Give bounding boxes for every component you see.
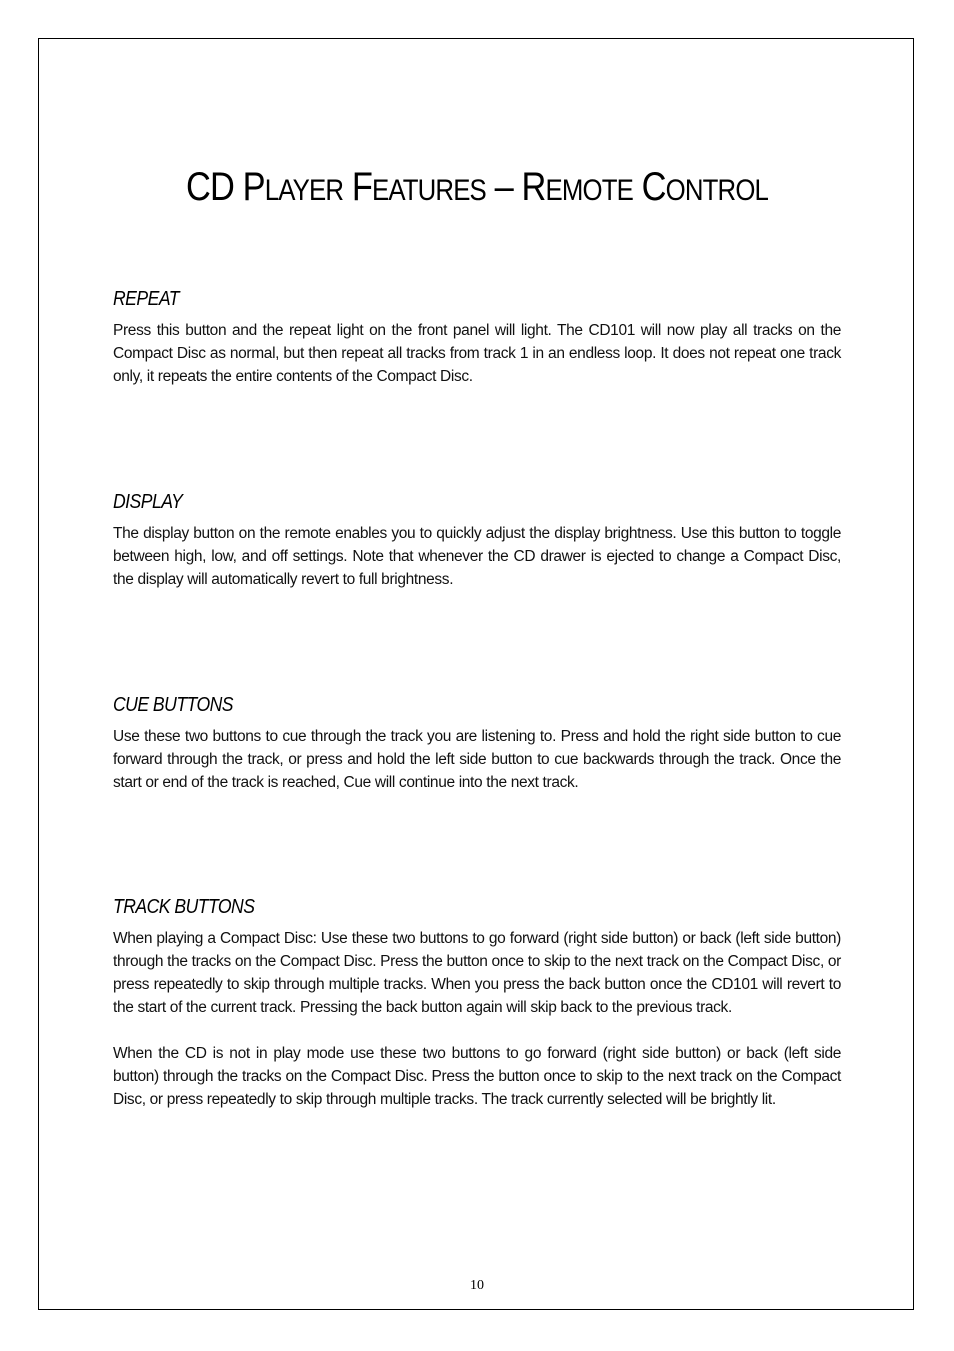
section-heading: TRACK BUTTONS [113,896,255,918]
section-paragraph: The display button on the remote enables you to quickly adjust the display brightness. Use this button to toggle between high, low, and off settings. Note that whenever the CD drawer is ejected to change a Compact Disc, the display will automatically revert to full brightness. [113,525,841,588]
page-number: 10 [470,1278,484,1293]
section-heading: DISPLAY [113,491,183,513]
section-heading: CUE BUTTONS [113,694,234,716]
page-border [38,38,914,1310]
section-repeat [113,288,841,388]
section-paragraph: When the CD is not in play mode use these two buttons to go forward (right side button) or back (left side button) through the tracks on the Compact Disc. Press the button once to skip to the next track on the Compact Disc, or press repeatedly to skip through multiple tracks. The track currently selected will be brightly lit. [113,1045,841,1108]
page-title: CD PLAYER FEATURES – REMOTE CONTROL [185,164,769,209]
section-display [113,491,841,591]
section-heading: REPEAT [113,288,179,310]
section-cue-buttons [113,694,841,794]
section-paragraph: Press this button and the repeat light on the front panel will light. The CD101 will now play all tracks on the Compact Disc as normal, but then repeat all tracks from track 1 in an endless loop. It does not repeat one track only, it repeats the entire contents of the Compact Disc. [113,322,841,385]
section-paragraph: When playing a Compact Disc: Use these two buttons to go forward (right side button) or back (left side button) through the tracks on the Compact Disc. Press the button once to skip to the next track on the Compact Disc, or press repeatedly to skip through multiple tracks. When you press the back button once the CD101 will revert to the start of the current track. Pressing the back button again will skip back to the previous track. [113,930,841,1016]
section-track-buttons [113,896,841,1111]
section-paragraph: Use these two buttons to cue through the track you are listening to. Press and hold the right side button to cue forward through the track, or press and hold the left side button to cue backwards through the track. Once the start or end of the track is reached, Cue will continue into the next track. [113,728,841,791]
